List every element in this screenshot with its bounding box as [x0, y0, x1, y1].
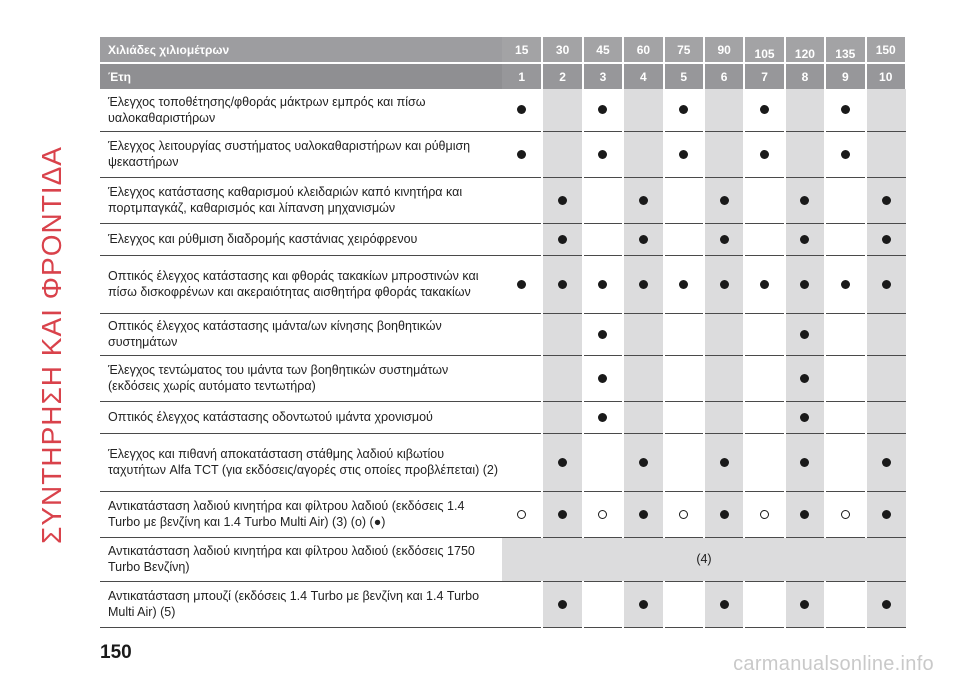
- schedule-cell: [623, 177, 663, 223]
- schedule-cell: [704, 401, 744, 433]
- schedule-cell: [583, 433, 623, 491]
- schedule-cell: [583, 581, 623, 627]
- schedule-cell: [664, 177, 704, 223]
- schedule-cell: [785, 355, 825, 401]
- schedule-cell: [785, 433, 825, 491]
- table-row: [100, 131, 906, 177]
- schedule-cell: [583, 89, 623, 131]
- filled-dot-icon: [800, 330, 809, 339]
- schedule-cell: [502, 89, 542, 131]
- table-row: [100, 223, 906, 255]
- schedule-cell: [785, 401, 825, 433]
- schedule-cell: [744, 355, 784, 401]
- table-row: [100, 313, 906, 355]
- filled-dot-icon: [679, 150, 688, 159]
- schedule-cell: [825, 433, 865, 491]
- km-header-value: 135: [835, 46, 856, 61]
- filled-dot-icon: [720, 510, 729, 519]
- schedule-cell: [704, 255, 744, 313]
- schedule-cell: [583, 313, 623, 355]
- schedule-cell: [785, 581, 825, 627]
- schedule-cell: [704, 355, 744, 401]
- schedule-cell: [664, 131, 704, 177]
- filled-dot-icon: [841, 105, 850, 114]
- schedule-cell: [664, 355, 704, 401]
- schedule-cell: [825, 313, 865, 355]
- km-header-cell: [866, 37, 906, 63]
- schedule-cell: [502, 177, 542, 223]
- table-row: [100, 89, 906, 131]
- filled-dot-icon: [639, 235, 648, 244]
- schedule-cell: [502, 491, 542, 537]
- hollow-circle-icon: [841, 510, 850, 519]
- km-header-cell: [583, 37, 623, 63]
- km-header-label: Χιλιάδες χιλιομέτρων: [100, 37, 502, 63]
- schedule-cell: [664, 89, 704, 131]
- schedule-cell: [583, 491, 623, 537]
- filled-dot-icon: [760, 105, 769, 114]
- schedule-cell: [704, 131, 744, 177]
- schedule-cell: [704, 223, 744, 255]
- maintenance-item-label: Έλεγχος τεντώματος του ιμάντα των βοηθητικών συστημάτων (εκδόσεις χωρίς αυτόματο τεντωτήρα): [100, 355, 502, 401]
- schedule-cell: [866, 355, 906, 401]
- filled-dot-icon: [800, 510, 809, 519]
- maintenance-item-label: Οπτικός έλεγχος κατάστασης και φθοράς τακακίων μπροστινών και πίσω δισκοφρένων και ακεραιότητας αισθητήρα φθοράς τακακίων: [100, 255, 502, 313]
- span-note: (4): [502, 537, 906, 581]
- filled-dot-icon: [760, 280, 769, 289]
- km-header-value: 60: [636, 42, 651, 57]
- years-header-label: Έτη: [100, 63, 502, 89]
- filled-dot-icon: [720, 235, 729, 244]
- schedule-cell: [502, 313, 542, 355]
- filled-dot-icon: [841, 150, 850, 159]
- km-header-value: 30: [555, 42, 570, 57]
- schedule-cell: [866, 491, 906, 537]
- filled-dot-icon: [639, 196, 648, 205]
- filled-dot-icon: [639, 510, 648, 519]
- filled-dot-icon: [882, 458, 891, 467]
- schedule-cell: [542, 433, 582, 491]
- filled-dot-icon: [558, 458, 567, 467]
- filled-dot-icon: [720, 280, 729, 289]
- filled-dot-icon: [517, 150, 526, 159]
- maintenance-schedule-table: [100, 37, 907, 628]
- filled-dot-icon: [558, 196, 567, 205]
- schedule-cell: [785, 313, 825, 355]
- schedule-cell: [583, 355, 623, 401]
- schedule-cell: [744, 313, 784, 355]
- schedule-cell: [785, 89, 825, 131]
- km-header-value: 45: [596, 42, 610, 57]
- filled-dot-icon: [517, 105, 526, 114]
- schedule-cell: [866, 177, 906, 223]
- schedule-cell: [704, 177, 744, 223]
- schedule-cell: [583, 255, 623, 313]
- schedule-cell: [664, 581, 704, 627]
- year-header-cell: 4: [623, 63, 663, 89]
- maintenance-item-label: Έλεγχος και πιθανή αποκατάσταση στάθμης λαδιού κιβωτίου ταχυτήτων Alfa TCT (για εκδόσεις/αγορές στις οποίες προβλέπεται) (2): [100, 433, 502, 491]
- year-header-cell: 8: [785, 63, 825, 89]
- maintenance-item-label: Αντικατάσταση λαδιού κινητήρα και φίλτρου λαδιού (εκδόσεις 1.4 Turbo με βενζίνη και 1.4 Turbo Multi Air) (3) (ο) (●): [100, 491, 502, 537]
- schedule-cell: [542, 255, 582, 313]
- schedule-cell: [744, 433, 784, 491]
- maintenance-item-label: Οπτικός έλεγχος κατάστασης οδοντωτού ιμάντα χρονισμού: [100, 401, 502, 433]
- schedule-cell: [866, 131, 906, 177]
- year-header-cell: 9: [825, 63, 865, 89]
- filled-dot-icon: [639, 280, 648, 289]
- table-row: [100, 401, 906, 433]
- schedule-cell: [623, 491, 663, 537]
- km-header-cell: [744, 37, 784, 63]
- schedule-cell: [704, 491, 744, 537]
- filled-dot-icon: [882, 196, 891, 205]
- table-row: [100, 581, 906, 627]
- schedule-cell: [825, 255, 865, 313]
- filled-dot-icon: [882, 280, 891, 289]
- filled-dot-icon: [882, 600, 891, 609]
- schedule-cell: [623, 223, 663, 255]
- filled-dot-icon: [558, 600, 567, 609]
- filled-dot-icon: [558, 235, 567, 244]
- year-header-cell: 10: [866, 63, 906, 89]
- year-header-cell: 6: [704, 63, 744, 89]
- schedule-cell: [542, 89, 582, 131]
- schedule-cell: [664, 255, 704, 313]
- schedule-cell: [502, 433, 542, 491]
- schedule-cell: [623, 313, 663, 355]
- filled-dot-icon: [639, 458, 648, 467]
- schedule-cell: [785, 255, 825, 313]
- maintenance-item-label: Έλεγχος τοποθέτησης/φθοράς μάκτρων εμπρός και πίσω υαλοκαθαριστήρων: [100, 89, 502, 131]
- schedule-cell: [744, 581, 784, 627]
- filled-dot-icon: [720, 196, 729, 205]
- table-row: [100, 355, 906, 401]
- schedule-cell: [542, 223, 582, 255]
- schedule-cell: [623, 131, 663, 177]
- year-header-cell: 3: [583, 63, 623, 89]
- schedule-cell: [744, 89, 784, 131]
- schedule-cell: [583, 401, 623, 433]
- schedule-cell: [542, 401, 582, 433]
- km-header-cell: [825, 37, 865, 63]
- schedule-cell: [866, 581, 906, 627]
- schedule-cell: [866, 223, 906, 255]
- schedule-cell: [866, 89, 906, 131]
- filled-dot-icon: [841, 280, 850, 289]
- maintenance-item-label: Αντικατάσταση μπουζί (εκδόσεις 1.4 Turbo με βενζίνη και 1.4 Turbo Multi Air) (5): [100, 581, 502, 627]
- schedule-cell: [744, 491, 784, 537]
- schedule-cell: [785, 223, 825, 255]
- hollow-circle-icon: [760, 510, 769, 519]
- schedule-cell: [664, 491, 704, 537]
- schedule-cell: [623, 581, 663, 627]
- schedule-cell: [623, 255, 663, 313]
- schedule-cell: [785, 491, 825, 537]
- schedule-cell: [623, 355, 663, 401]
- schedule-cell: [664, 433, 704, 491]
- schedule-cell: [664, 313, 704, 355]
- km-header-cell: [785, 37, 825, 63]
- watermark-text: carmanualsonline.info: [733, 653, 934, 675]
- schedule-cell: [744, 401, 784, 433]
- table-row: [100, 491, 906, 537]
- km-header-cell: [502, 37, 542, 63]
- schedule-cell: [866, 255, 906, 313]
- filled-dot-icon: [800, 600, 809, 609]
- schedule-cell: [623, 89, 663, 131]
- km-header-value: 90: [717, 42, 731, 57]
- filled-dot-icon: [882, 510, 891, 519]
- maintenance-item-label: Οπτικός έλεγχος κατάστασης ιμάντα/ων κίνησης βοηθητικών συστημάτων: [100, 313, 502, 355]
- km-header-value: 15: [515, 42, 529, 57]
- schedule-cell: [744, 223, 784, 255]
- schedule-cell: [502, 255, 542, 313]
- filled-dot-icon: [598, 105, 607, 114]
- schedule-cell: [502, 223, 542, 255]
- schedule-cell: [785, 177, 825, 223]
- filled-dot-icon: [679, 280, 688, 289]
- schedule-cell: [542, 313, 582, 355]
- schedule-cell: [664, 223, 704, 255]
- schedule-cell: [825, 355, 865, 401]
- filled-dot-icon: [639, 600, 648, 609]
- schedule-cell: [542, 177, 582, 223]
- schedule-cell: [785, 131, 825, 177]
- schedule-cell: [825, 131, 865, 177]
- year-header-cell: 2: [542, 63, 582, 89]
- page-number: 150: [100, 642, 132, 663]
- filled-dot-icon: [598, 150, 607, 159]
- filled-dot-icon: [800, 374, 809, 383]
- schedule-cell: [623, 401, 663, 433]
- schedule-cell: [744, 131, 784, 177]
- schedule-cell: [825, 223, 865, 255]
- filled-dot-icon: [800, 413, 809, 422]
- filled-dot-icon: [679, 105, 688, 114]
- schedule-cell: [866, 401, 906, 433]
- filled-dot-icon: [598, 374, 607, 383]
- year-header-cell: 5: [664, 63, 704, 89]
- maintenance-item-label: Έλεγχος και ρύθμιση διαδρομής καστάνιας χειρόφρενου: [100, 223, 502, 255]
- schedule-cell: [502, 401, 542, 433]
- schedule-cell: [583, 177, 623, 223]
- schedule-cell: [825, 581, 865, 627]
- filled-dot-icon: [720, 600, 729, 609]
- km-header-value: 105: [754, 46, 775, 61]
- filled-dot-icon: [800, 196, 809, 205]
- schedule-cell: [825, 89, 865, 131]
- maintenance-item-label: Αντικατάσταση λαδιού κινητήρα και φίλτρου λαδιού (εκδόσεις 1750 Turbo Βενζίνη): [100, 537, 502, 581]
- schedule-cell: [704, 89, 744, 131]
- hollow-circle-icon: [517, 510, 526, 519]
- filled-dot-icon: [598, 413, 607, 422]
- filled-dot-icon: [558, 280, 567, 289]
- year-header-cell: 7: [744, 63, 784, 89]
- hollow-circle-icon: [598, 510, 607, 519]
- section-side-title: ΣΥΝΤΗΡΗΣΗ ΚΑΙ ΦΡΟΝΤΙΔΑ: [36, 146, 67, 544]
- schedule-cell: [583, 223, 623, 255]
- schedule-cell: [542, 355, 582, 401]
- km-header-cell: [623, 37, 663, 63]
- schedule-cell: [825, 401, 865, 433]
- km-header-value: 75: [677, 42, 691, 57]
- km-header-cell: [542, 37, 582, 63]
- filled-dot-icon: [558, 510, 567, 519]
- km-header-cell: [664, 37, 704, 63]
- schedule-cell: [825, 177, 865, 223]
- maintenance-item-label: Έλεγχος κατάστασης καθαρισμού κλειδαριών καπό κινητήρα και πορτμπαγκάζ, καθαρισμός και λίπανση μηχανισμών: [100, 177, 502, 223]
- schedule-body: [100, 89, 906, 627]
- filled-dot-icon: [598, 280, 607, 289]
- filled-dot-icon: [800, 458, 809, 467]
- schedule-cell: [664, 401, 704, 433]
- header-row-km: [100, 37, 906, 63]
- schedule-cell: [866, 433, 906, 491]
- filled-dot-icon: [800, 280, 809, 289]
- filled-dot-icon: [760, 150, 769, 159]
- filled-dot-icon: [517, 280, 526, 289]
- km-header-value: 150: [875, 42, 896, 57]
- schedule-cell: [866, 313, 906, 355]
- maintenance-item-label: Έλεγχος λειτουργίας συστήματος υαλοκαθαριστήρων και ρύθμιση ψεκαστήρων: [100, 131, 502, 177]
- km-header-value: 120: [794, 46, 815, 61]
- table-row: [100, 537, 906, 581]
- schedule-cell: [502, 581, 542, 627]
- schedule-cell: [542, 491, 582, 537]
- schedule-cell: [744, 177, 784, 223]
- filled-dot-icon: [598, 330, 607, 339]
- filled-dot-icon: [800, 235, 809, 244]
- schedule-cell: [744, 255, 784, 313]
- filled-dot-icon: [720, 458, 729, 467]
- schedule-cell: [542, 581, 582, 627]
- schedule-cell: [704, 433, 744, 491]
- hollow-circle-icon: [679, 510, 688, 519]
- filled-dot-icon: [882, 235, 891, 244]
- schedule-cell: [502, 355, 542, 401]
- year-header-cell: 1: [502, 63, 542, 89]
- header-row-years: [100, 63, 906, 89]
- schedule-cell: [704, 581, 744, 627]
- schedule-cell: [542, 131, 582, 177]
- schedule-cell: [583, 131, 623, 177]
- km-header-cell: [704, 37, 744, 63]
- schedule-cell: [704, 313, 744, 355]
- table-row: [100, 177, 906, 223]
- schedule-cell: [623, 433, 663, 491]
- table-row: [100, 255, 906, 313]
- table-row: [100, 433, 906, 491]
- schedule-cell: [825, 491, 865, 537]
- schedule-cell: [502, 131, 542, 177]
